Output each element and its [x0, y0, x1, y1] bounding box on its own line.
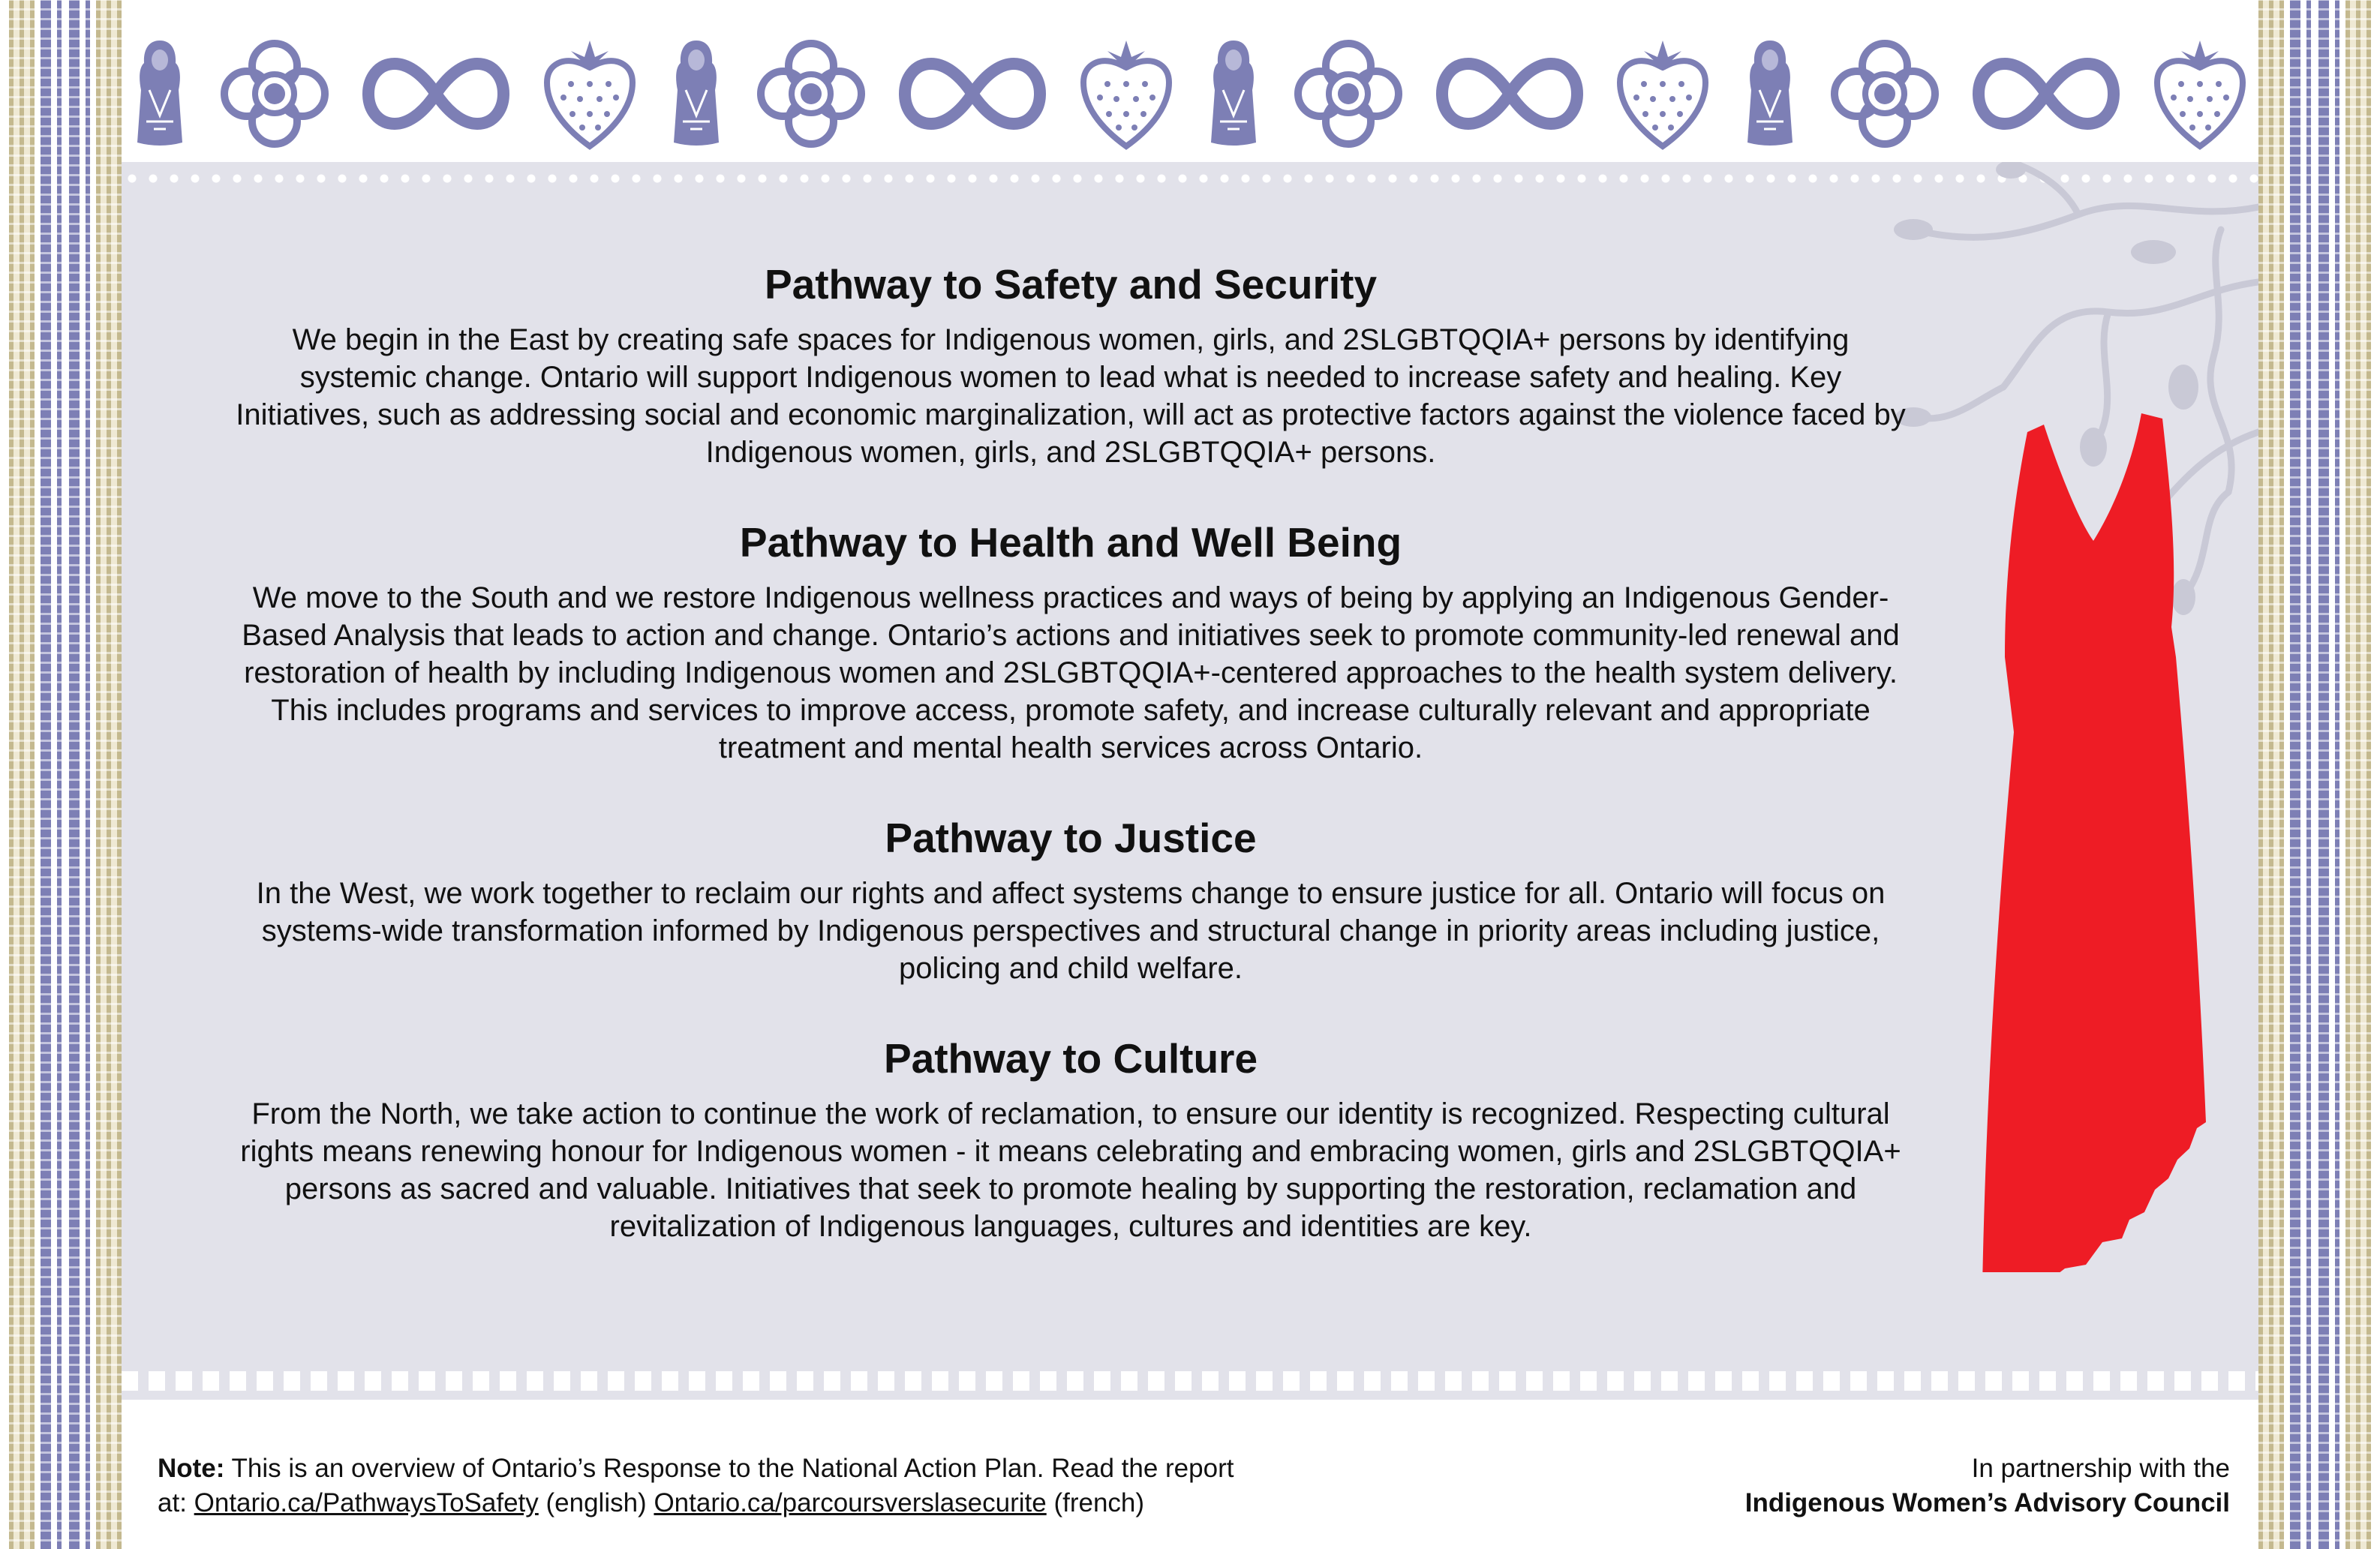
content-panel [122, 162, 2258, 1400]
description-line: We move to the South and we restore Indigenous wellness practices and ways of being by applying an Indigenous Gender- [252, 581, 1889, 614]
icon-band [131, 30, 2249, 158]
description-line: Indigenous women, girls, and 2SLGBTQQIA+ persons. [705, 436, 1436, 469]
english-suffix: (english) [538, 1488, 654, 1517]
description-line: systems-wide transformation informed by Indigenous perspectives and structural change in priority areas including justice, [261, 914, 1880, 947]
infinity-icon [1971, 53, 2121, 135]
flower-icon [755, 38, 867, 150]
pathways-content [152, 260, 1990, 1292]
right-woven-border [2258, 0, 2371, 1549]
ribbon-skirt-figure-icon [131, 38, 188, 150]
note-text: This is an overview of Ontario’s Response to the National Action Plan. Read the report [224, 1454, 1234, 1483]
description-line: This includes programs and services to improve access, promote safety, and increase culturally relevant and appropriate [271, 694, 1871, 727]
description-line: From the North, we take action to continue the work of reclamation, to ensure our identity is recognized. Respecting cultural [251, 1097, 1890, 1130]
ribbon-skirt-figure-icon [1205, 38, 1262, 150]
flower-icon [1829, 38, 1941, 150]
description-line: rights means renewing honour for Indigenous women - it means celebrating and embracing women, girls and 2SLGBTQQIA+ [240, 1135, 1901, 1168]
red-dress-icon [1975, 410, 2215, 1272]
description-line: persons as sacred and valuable. Initiatives that seek to promote healing by supporting the restoration, reclamation and [284, 1172, 1857, 1205]
footer-note [158, 1451, 1433, 1520]
strawberry-icon [1077, 38, 1175, 150]
infinity-icon [1435, 53, 1585, 135]
partnership-line: In partnership with the [1971, 1454, 2230, 1483]
pathway-section [152, 1034, 1990, 1245]
link-parcours-vers-la-securite[interactable]: Ontario.ca/parcoursverslasecurite [654, 1488, 1047, 1517]
ribbon-skirt-figure-icon [668, 38, 725, 150]
description-line: systemic change. Ontario will support Indigenous women to lead what is needed to increase safety and healing. Key [299, 361, 1842, 394]
description-line: restoration of health by including Indigenous women and 2SLGBTQQIA+-centered approaches to the health system delivery. [244, 656, 1898, 689]
dashed-border-bottom [122, 1371, 2258, 1391]
flower-icon [218, 38, 331, 150]
description-line: treatment and mental health services across Ontario. [718, 731, 1423, 764]
pathway-title: Pathway to Health and Well Being [739, 519, 1402, 566]
description-line: In the West, we work together to reclaim our rights and affect systems change to ensure justice for all. Ontario will focus on [256, 877, 1886, 910]
description-line: We begin in the East by creating safe spaces for Indigenous women, girls, and 2SLGBTQQIA+ persons by identifying [292, 323, 1850, 356]
ribbon-skirt-figure-icon [1741, 38, 1799, 150]
pathway-section [152, 260, 1990, 471]
pathway-title: Pathway to Culture [883, 1035, 1258, 1082]
footer-partnership [1555, 1451, 2230, 1520]
strawberry-icon [2151, 38, 2249, 150]
partner-organization: Indigenous Women’s Advisory Council [1744, 1488, 2230, 1517]
at-text: at: [158, 1488, 194, 1517]
strawberry-icon [541, 38, 639, 150]
description-line: Initiatives, such as addressing social and economic marginalization, will act as protective factors against the violence faced by [236, 398, 1906, 431]
pathway-title: Pathway to Justice [885, 815, 1257, 861]
pathway-description [152, 321, 1990, 471]
infinity-icon [361, 53, 511, 135]
link-pathways-to-safety[interactable]: Ontario.ca/PathwaysToSafety [194, 1488, 539, 1517]
pathway-section [152, 813, 1990, 987]
flower-icon [1292, 38, 1405, 150]
pathway-title: Pathway to Safety and Security [764, 261, 1378, 308]
pathway-description [152, 579, 1990, 767]
pathway-description [152, 1095, 1990, 1245]
description-line: Based Analysis that leads to action and change. Ontario’s actions and initiatives seek to promote community-led renewal and [242, 619, 1900, 652]
note-label: Note: [158, 1454, 225, 1483]
french-suffix: (french) [1046, 1488, 1145, 1517]
pathway-description [152, 875, 1990, 987]
left-woven-border [9, 0, 122, 1549]
description-line: policing and child welfare. [898, 952, 1243, 985]
pathway-section [152, 518, 1990, 767]
description-line: revitalization of Indigenous languages, cultures and identities are key. [609, 1210, 1532, 1243]
infinity-icon [897, 53, 1047, 135]
strawberry-icon [1614, 38, 1711, 150]
